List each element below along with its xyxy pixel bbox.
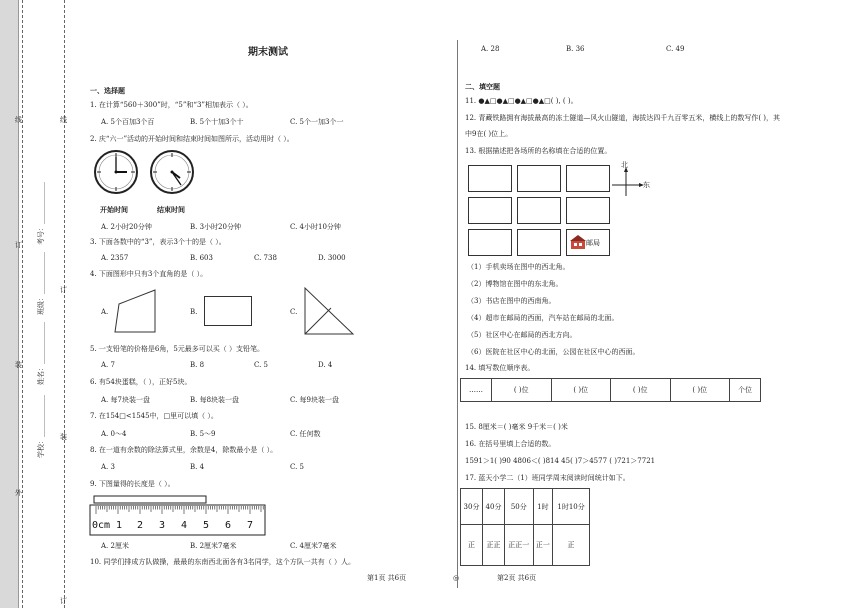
q9-option-a: A. 2厘米 (101, 542, 129, 550)
q15-text: 15. 8厘米＝( )毫米 9千米＝( )米 (465, 423, 568, 431)
q13-clue: （5）社区中心在邮局的西北方向。 (467, 331, 577, 339)
page-title: 期末测试 (248, 47, 288, 58)
gutter-mark: 装 (60, 433, 67, 441)
map-grid-cell (517, 197, 561, 224)
section-fill-in: 二、填空题 (465, 82, 500, 91)
q2-text: 2. 庆“六一”活动的开始时间和结束时间如图所示，活动用时（ ）。 (90, 135, 294, 143)
q5-option-c: C. 5 (254, 361, 269, 369)
q7-option-a: A. 0～4 (101, 430, 127, 438)
map-grid-cell (566, 165, 610, 192)
binding-gutter (15, 0, 80, 608)
q3-option-b: B. 603 (190, 254, 213, 262)
q3-text: 3. 下面各数中的“3”，表示3个十的是（ ）。 (90, 238, 226, 246)
place-value-table (460, 378, 761, 402)
post-office-icon (570, 235, 586, 250)
q13-clue: （1）手机卖场在图中的西北角。 (467, 263, 570, 271)
reading-header: 1时10分 (553, 489, 590, 525)
reading-tally: 正正 (483, 525, 505, 566)
q1-option-b: B. 5个十加3个十 (190, 118, 244, 126)
ruler-label: 2 (137, 520, 144, 531)
q10-text: 10. 同学们排成方队做操，最最的东南西北面各有3名同学，这个方队一共有（ ）人。 (90, 558, 356, 566)
q5-option-a: A. 7 (101, 361, 115, 369)
east-label: 东 (643, 181, 650, 189)
exam-number-field: 考号：____________ (37, 182, 45, 245)
ruler-label: 0cm (92, 520, 111, 531)
reading-header: 1时 (533, 489, 553, 525)
page-footer-right: 第2页 共6页 (497, 574, 537, 582)
q8-option-b: B. 4 (190, 463, 205, 471)
q8-text: 8. 在一道有余数的除法算式里，余数是4，除数最小是（ ）。 (90, 446, 278, 454)
post-office-label: 邮局 (586, 239, 600, 247)
q4-option-c: C. (290, 308, 298, 316)
q17-text: 17. 蓝天小学二（1）班同学周末阅读时间统计如下。 (465, 474, 630, 482)
q4-text: 4. 下面图形中只有3个直角的是（ ）。 (90, 270, 208, 278)
q11-text: 11. ●▲□●▲□●▲□●▲□( ), ( )。 (465, 97, 578, 105)
place-value-cell: ( )位 (551, 379, 611, 402)
q16-text: 16. 在括号里填上合适的数。 (465, 440, 556, 448)
map-grid-cell (517, 229, 561, 256)
place-value-cell: ( )位 (492, 379, 552, 402)
q4-option-b: B. (190, 308, 198, 316)
q3-option-d: D. 3000 (318, 254, 346, 262)
class-field: 班级：____________ (37, 252, 45, 315)
q1-option-c: C. 5个一加3个一 (290, 118, 344, 126)
ruler-label: 6 (225, 520, 232, 531)
school-field: 学校：____________ (37, 395, 45, 458)
q5-text: 5. 一支铅笔的价格是6角，5元最多可以买（ ）支铅笔。 (90, 345, 265, 353)
reading-tally: 正 (553, 525, 590, 566)
cut-line-outer (22, 0, 23, 608)
ruler-label: 7 (247, 520, 254, 531)
place-value-cell: ( )位 (611, 379, 671, 402)
q7-option-c: C. 任何数 (290, 430, 321, 438)
q12-text-line2: 中9在( )位上。 (465, 130, 513, 138)
ruler-label: 3 (159, 520, 166, 531)
q3-option-a: A. 2357 (101, 254, 129, 262)
place-value-cell: …… (461, 379, 492, 402)
reading-header: 50分 (505, 489, 534, 525)
trapezoid-shape (113, 288, 157, 334)
column-divider (457, 40, 458, 588)
north-label: 北 (621, 161, 628, 169)
ruler-icon (89, 495, 267, 537)
binding-strip (0, 0, 19, 608)
q13-clue: （6）医院在社区中心的北面，公园在社区中心的西面。 (467, 348, 640, 356)
gutter-mark: 订 (60, 597, 67, 605)
reading-tally: 正 (461, 525, 483, 566)
gutter-mark: 外 (15, 489, 22, 497)
ruler-label: 4 (181, 520, 188, 531)
name-field: 姓名：____________ (37, 322, 45, 385)
end-clock-icon (150, 150, 195, 198)
gutter-mark: 订 (15, 241, 22, 249)
reading-time-table (460, 488, 590, 566)
map-grid-cell (566, 197, 610, 224)
start-clock-icon (94, 150, 139, 198)
q6-option-a: A. 每7块装一盘 (101, 396, 150, 404)
q6-option-b: B. 每8块装一盘 (190, 396, 240, 404)
q2-option-b: B. 3小时20分钟 (190, 223, 241, 231)
compass-icon (608, 161, 652, 197)
start-time-label: 开始时间 (100, 205, 128, 214)
q10-option-a: A. 28 (481, 45, 500, 53)
q13-clue: （4）超市在邮局的西面，汽车站在邮局的北面。 (467, 314, 619, 322)
place-value-cell: ( )位 (670, 379, 730, 402)
section-choice: 一、选择题 (90, 86, 125, 95)
q10-option-c: C. 49 (666, 45, 685, 53)
reading-tally: 正一 (533, 525, 553, 566)
q2-option-c: C. 4小时10分钟 (290, 223, 341, 231)
map-grid-cell (517, 165, 561, 192)
q16-row: 1591＞1( )90 4806＜( )814 45( )7＞4577 ( )721＞7721 (465, 457, 656, 465)
q5-option-d: D. 4 (318, 361, 333, 369)
q14-text: 14. 填写数位顺序表。 (465, 364, 535, 372)
q4-option-a: A. (101, 308, 109, 316)
end-time-label: 结束时间 (157, 205, 185, 214)
q1-option-a: A. 5个百加3个百 (101, 118, 155, 126)
gutter-mark: 线 (60, 116, 67, 124)
gutter-mark: 订 (60, 286, 67, 294)
ruler-label: 5 (203, 520, 210, 531)
cut-line-inner (64, 0, 65, 608)
q6-option-c: C. 每9块装一盘 (290, 396, 340, 404)
q2-option-a: A. 2小时20分钟 (101, 223, 152, 231)
q9-text: 9. 下图量得的长度是（ ）。 (90, 480, 175, 488)
q1-text: 1. 在计算“560＋300”时，“5”和“3”相加表示（ ）。 (90, 101, 253, 109)
q6-text: 6. 有54块蛋糕，（ ），正好5块。 (90, 378, 192, 386)
q13-text: 13. 根据描述把各场所的名称填在合适的位置。 (465, 147, 612, 155)
q10-option-b: B. 36 (566, 45, 585, 53)
place-value-cell: 个位 (730, 379, 761, 402)
map-grid-cell (468, 165, 512, 192)
page-divider-circle-icon: ◎ (453, 574, 460, 582)
map-grid-cell (468, 229, 512, 256)
gutter-mark: 线 (15, 116, 22, 124)
q8-option-a: A. 3 (101, 463, 115, 471)
q9-option-b: B. 2厘米7毫米 (190, 542, 237, 550)
page-footer-left: 第1页 共6页 (367, 574, 407, 582)
q12-text-line1: 12. 青藏铁路拥有海拔最高的冻土隧道—风火山隧道，海拔达四千九百零五米，横线上的数写作( )，其 (465, 114, 781, 122)
reading-tally: 正正一 (505, 525, 534, 566)
reading-header: 40分 (483, 489, 505, 525)
reading-header: 30分 (461, 489, 483, 525)
q7-text: 7. 在154□<1545中，□里可以填（ ）。 (90, 412, 218, 420)
q9-option-c: C. 4厘米7毫米 (290, 542, 337, 550)
q13-clue: （2）博物馆在图中的东北角。 (467, 280, 563, 288)
ruler-label: 1 (116, 520, 123, 531)
triangle-shape (303, 286, 355, 336)
q7-option-b: B. 5～9 (190, 430, 216, 438)
gutter-mark: 装 (15, 361, 22, 369)
map-grid-cell (468, 197, 512, 224)
q13-clue: （3）书店在图中的西南角。 (467, 297, 556, 305)
q8-option-c: C. 5 (290, 463, 305, 471)
map-grid-cell-post-office (566, 229, 610, 256)
rectangle-shape (204, 296, 252, 326)
q3-option-c: C. 738 (254, 254, 277, 262)
q5-option-b: B. 8 (190, 361, 205, 369)
